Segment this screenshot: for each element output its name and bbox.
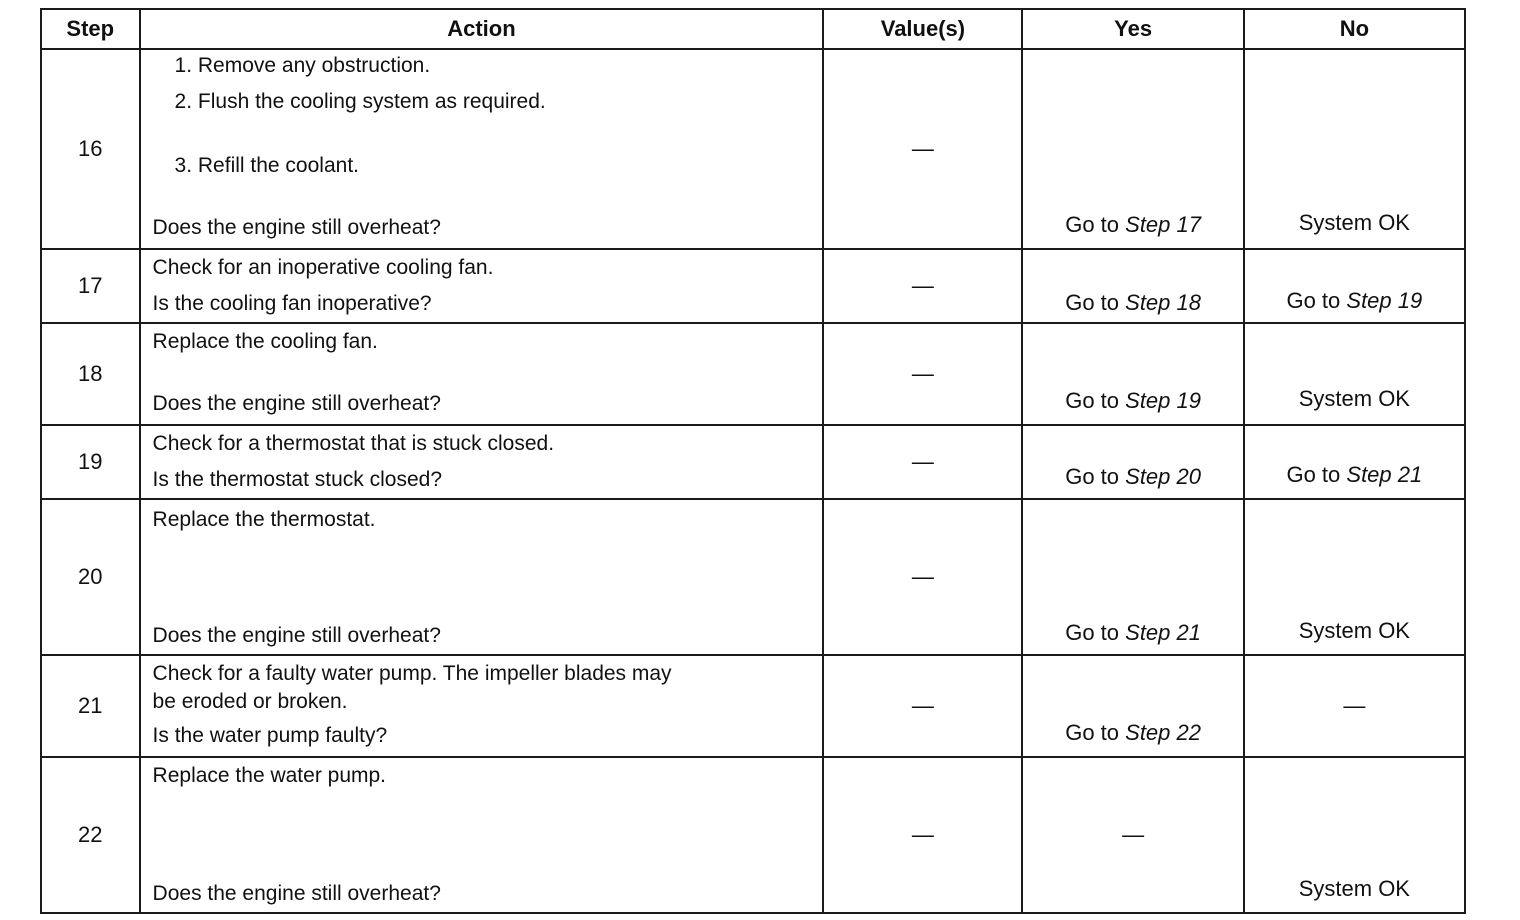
- action-line: Replace the cooling fan.: [152, 330, 378, 353]
- value-cell: [823, 655, 1022, 757]
- table-row: [41, 425, 1465, 499]
- no-cell: [1244, 655, 1465, 757]
- no-cell: [1244, 499, 1465, 655]
- diagnostic-table: [40, 8, 1466, 914]
- action-cell: [140, 499, 824, 655]
- value-cell: [823, 49, 1022, 249]
- value-cell: [823, 249, 1022, 323]
- header-no: No: [1244, 9, 1465, 49]
- no-cell: [1244, 249, 1465, 323]
- step-number: 20: [41, 499, 140, 655]
- yes-result: Go to Step 20: [1065, 464, 1201, 489]
- action-line: Check for a faulty water pump. The impeller blades may: [152, 662, 672, 685]
- no-result: Go to Step 21: [1286, 462, 1423, 487]
- value-dash: —: [911, 822, 934, 847]
- action-cell: [140, 757, 824, 913]
- value-dash: —: [911, 361, 934, 386]
- yes-result: Go to Step 17: [1065, 212, 1201, 237]
- action-line: 1. Remove any obstruction.: [174, 54, 431, 77]
- yes-cell: [1022, 757, 1243, 913]
- action-question: Is the thermostat stuck closed?: [152, 468, 443, 491]
- action-line: Check for a thermostat that is stuck closed.: [152, 432, 555, 455]
- action-cell: [140, 323, 824, 425]
- value-dash: —: [911, 693, 934, 718]
- action-cell: [140, 49, 824, 249]
- yes-cell: [1022, 323, 1243, 425]
- header-action: Action: [140, 9, 824, 49]
- step-number: 18: [41, 323, 140, 425]
- no-cell: [1244, 757, 1465, 913]
- yes-cell: [1022, 655, 1243, 757]
- table-row: [41, 49, 1465, 249]
- value-dash: —: [911, 273, 934, 298]
- yes-result: Go to Step 19: [1065, 388, 1201, 413]
- value-cell: [823, 425, 1022, 499]
- yes-cell: [1022, 425, 1243, 499]
- header-step: Step: [41, 9, 140, 49]
- value-dash: —: [911, 449, 934, 474]
- no-result: System OK: [1298, 386, 1410, 411]
- value-cell: [823, 323, 1022, 425]
- header-yes: Yes: [1022, 9, 1243, 49]
- action-cell: [140, 425, 824, 499]
- action-line: be eroded or broken.: [152, 690, 348, 713]
- no-cell: [1244, 49, 1465, 249]
- header-row: [41, 9, 1465, 49]
- no-result: Go to Step 19: [1286, 288, 1423, 313]
- no-result: System OK: [1298, 210, 1410, 235]
- action-line: Replace the thermostat.: [152, 508, 376, 531]
- no-cell: [1244, 323, 1465, 425]
- action-question: Does the engine still overheat?: [152, 624, 441, 647]
- action-cell: [140, 655, 824, 757]
- table-row: [41, 757, 1465, 913]
- no-result: —: [1343, 693, 1366, 718]
- yes-cell: [1022, 499, 1243, 655]
- action-question: Does the engine still overheat?: [152, 216, 441, 239]
- action-line: Check for an inoperative cooling fan.: [152, 256, 494, 279]
- step-number: 22: [41, 757, 140, 913]
- no-result: System OK: [1298, 876, 1410, 901]
- table-row: [41, 499, 1465, 655]
- action-line: 2. Flush the cooling system as required.: [174, 90, 546, 113]
- value-dash: —: [911, 136, 934, 161]
- yes-result: Go to Step 21: [1065, 620, 1201, 645]
- value-dash: —: [911, 564, 934, 589]
- step-number: 17: [41, 249, 140, 323]
- header-values: Value(s): [823, 9, 1022, 49]
- yes-result: Go to Step 22: [1065, 720, 1201, 745]
- action-question: Is the water pump faulty?: [152, 724, 388, 747]
- value-cell: [823, 499, 1022, 655]
- action-question: Does the engine still overheat?: [152, 882, 441, 905]
- action-question: Is the cooling fan inoperative?: [152, 292, 432, 315]
- yes-result: Go to Step 18: [1065, 290, 1201, 315]
- value-cell: [823, 757, 1022, 913]
- action-question: Does the engine still overheat?: [152, 392, 441, 415]
- action-line: 3. Refill the coolant.: [174, 154, 359, 177]
- no-cell: [1244, 425, 1465, 499]
- step-number: 19: [41, 425, 140, 499]
- yes-result: —: [1122, 822, 1145, 847]
- action-line: Replace the water pump.: [152, 764, 387, 787]
- no-result: System OK: [1298, 618, 1410, 643]
- yes-cell: [1022, 49, 1243, 249]
- table-row: [41, 249, 1465, 323]
- table-row: [41, 655, 1465, 757]
- action-cell: [140, 249, 824, 323]
- step-number: 21: [41, 655, 140, 757]
- yes-cell: [1022, 249, 1243, 323]
- step-number: 16: [41, 49, 140, 249]
- table-row: [41, 323, 1465, 425]
